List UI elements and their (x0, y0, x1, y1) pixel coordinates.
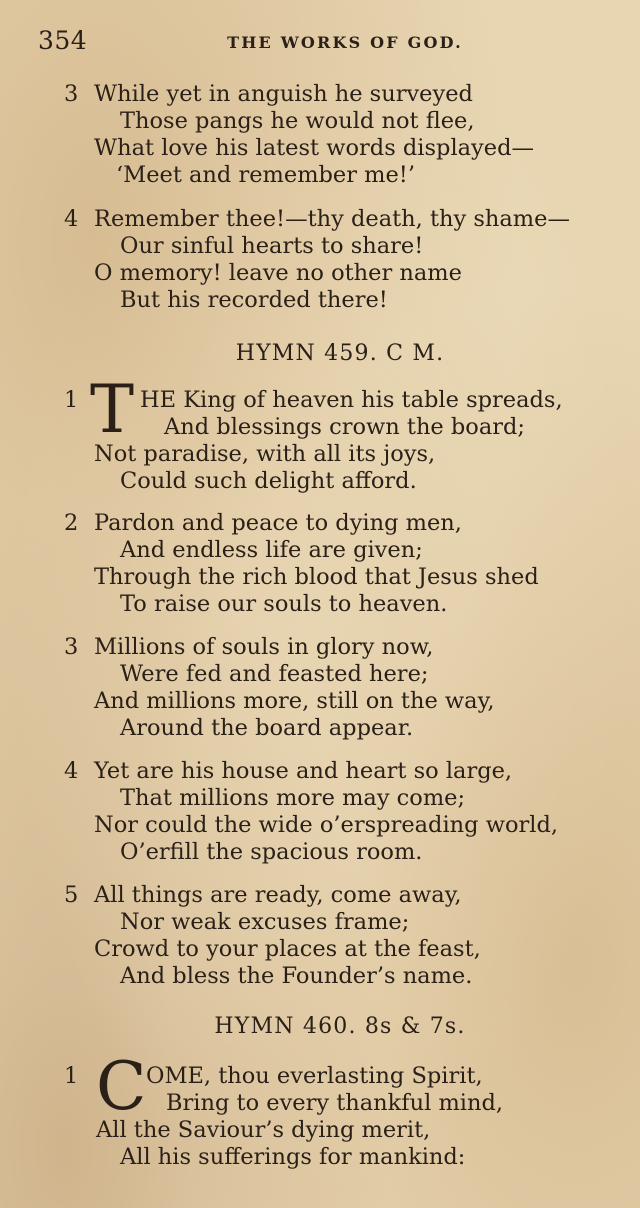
drop-cap: T (90, 371, 135, 448)
stanza-number: 1 (64, 1063, 79, 1089)
verse-line: Through the rich blood that Jesus shed (94, 564, 539, 590)
verse-line: Crowd to your places at the feast, (94, 936, 481, 962)
verse-line: Pardon and peace to dying men, (94, 510, 462, 536)
verse-line: Nor could the wide o’erspreading world, (94, 812, 559, 838)
stanza-number: 4 (64, 758, 79, 784)
stanza-number: 1 (64, 387, 79, 413)
verse-line: Could such delight afford. (120, 468, 417, 494)
verse-line: And endless life are given; (120, 537, 423, 563)
stanza-number: 5 (64, 882, 79, 908)
verse-line: While yet in anguish he surveyed (94, 81, 473, 107)
verse-line: That millions more may come; (120, 785, 466, 811)
verse-line: Not paradise, with all its joys, (94, 441, 436, 467)
verse-line: O memory! leave no other name (94, 260, 462, 286)
verse-line: All the Saviour’s dying merit, (96, 1117, 431, 1143)
stanza-number: 3 (64, 634, 79, 660)
hymn-title: HYMN 459. C M. (235, 341, 445, 366)
verse-line: Yet are his house and heart so large, (94, 758, 513, 784)
verse-line: What love his latest words displayed— (94, 135, 534, 161)
verse-line: Our sinful hearts to share! (120, 233, 424, 259)
verse-line: Nor weak excuses frame; (120, 909, 410, 935)
page-number: 354 (38, 26, 88, 55)
verse-line: Around the board appear. (120, 715, 414, 741)
verse-line: O’erfill the spacious room. (120, 839, 423, 865)
verse-line: OME, thou everlasting Spirit, (146, 1063, 483, 1089)
verse-line: HE King of heaven his table spreads, (140, 387, 563, 413)
drop-cap: C (96, 1048, 147, 1125)
stanza-number: 4 (64, 206, 79, 232)
verse-line: All his sufferings for mankind: (120, 1144, 466, 1170)
verse-line: Bring to every thankful mind, (166, 1090, 504, 1116)
hymn-title: HYMN 460. 8s & 7s. (214, 1014, 466, 1039)
verse-line: Those pangs he would not flee, (120, 108, 475, 134)
verse-line: But his recorded there! (120, 287, 388, 313)
verse-line: And bless the Founder’s name. (120, 963, 473, 989)
stanza-number: 2 (64, 510, 79, 536)
verse-line: Remember thee!—thy death, thy shame— (94, 206, 570, 232)
verse-line: And millions more, still on the way, (94, 688, 495, 714)
verse-line: Were fed and feasted here; (120, 661, 429, 687)
running-head: THE WORKS OF GOD. (227, 33, 463, 52)
verse-line: To raise our souls to heaven. (120, 591, 448, 617)
verse-line: All things are ready, come away, (94, 882, 462, 908)
verse-line: ‘Meet and remember me!’ (116, 162, 416, 188)
verse-line: Millions of souls in glory now, (94, 634, 434, 660)
verse-line: And blessings crown the board; (164, 414, 525, 440)
stanza-number: 3 (64, 81, 79, 107)
